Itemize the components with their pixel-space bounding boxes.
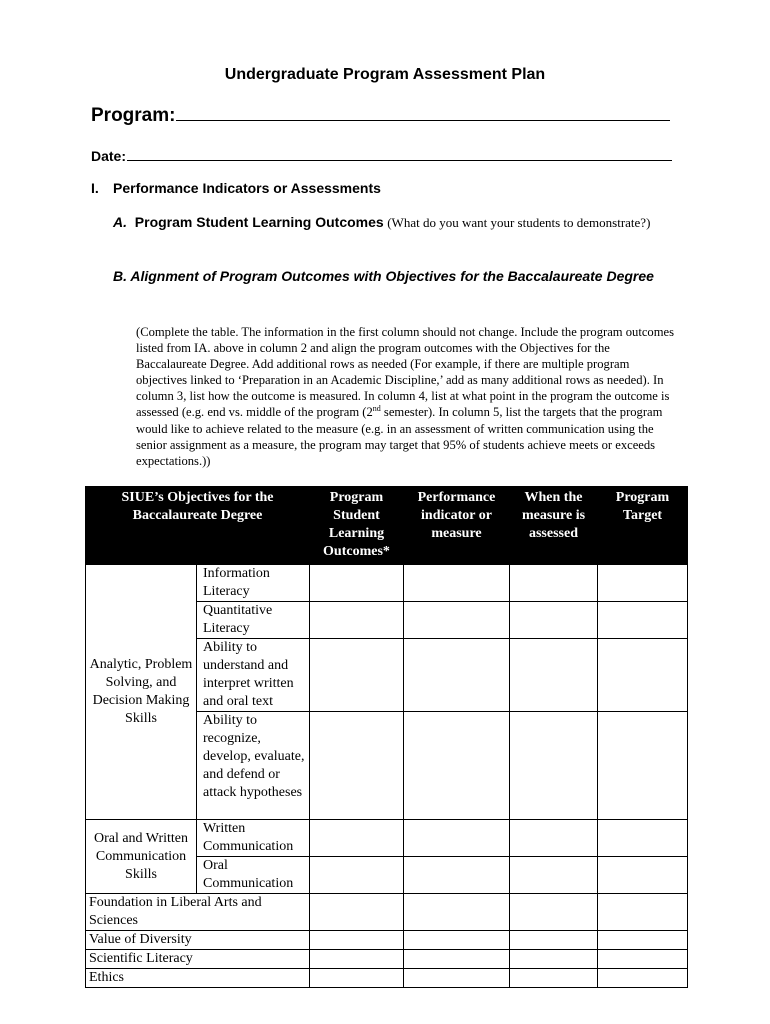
cell-outcomes[interactable] [310, 950, 404, 969]
header-indicator: Performance indicator or measure [404, 487, 510, 565]
cell-outcomes[interactable] [310, 820, 404, 857]
section-heading [91, 180, 381, 196]
cell-when[interactable] [510, 857, 598, 894]
cell-target[interactable] [598, 950, 688, 969]
section-title: Performance Indicators or Assessments [113, 180, 381, 196]
alignment-table [85, 486, 688, 988]
cell-when[interactable] [510, 712, 598, 820]
table-row [86, 820, 688, 857]
subsection-a-title: Program Student Learning Outcomes [134, 214, 384, 230]
cell-target[interactable] [598, 602, 688, 639]
cell-indicator[interactable] [404, 969, 510, 988]
cell-when[interactable] [510, 639, 598, 712]
subsection-a-letter: A. [113, 214, 127, 230]
header-target: Program Target [598, 487, 688, 565]
cell-outcomes[interactable] [310, 602, 404, 639]
header-objectives: SIUE’s Objectives for the Baccalaureate Degree [86, 487, 310, 565]
cell-indicator[interactable] [404, 894, 510, 931]
cell-when[interactable] [510, 931, 598, 950]
instructions-text: (Complete the table. The information in the first column should not change. Include the program outcomes listed from IA. above in column 2 and align the program outcomes with the Objectives for the Baccalaureate Degree. Add additional rows as needed (For example, if there are multiple program objectives linked to ‘Preparation in an Academic Discipline,’ add as many additional rows as needed). In column 3, list how the outcome is measured. In column 4, list at what point in the program the outcome is assessed (e.g. end vs. middle of the program (2 [136, 325, 675, 420]
cell-target[interactable] [598, 931, 688, 950]
objective-oral-communication: Oral Communication [197, 857, 310, 894]
objective-scientific-literacy: Scientific Literacy [86, 950, 310, 969]
cell-target[interactable] [598, 969, 688, 988]
objective-ethics: Ethics [86, 969, 310, 988]
date-field [91, 147, 672, 164]
header-outcomes: Program Student Learning Outcomes* [310, 487, 404, 565]
objective-information-literacy: Information Literacy [197, 565, 310, 602]
cell-outcomes[interactable] [310, 931, 404, 950]
cell-target[interactable] [598, 857, 688, 894]
objective-liberal-arts: Foundation in Liberal Arts and Sciences [86, 894, 310, 931]
cell-when[interactable] [510, 969, 598, 988]
subsection-a-heading [113, 214, 650, 232]
table-row [86, 969, 688, 988]
cell-indicator[interactable] [404, 602, 510, 639]
cell-when[interactable] [510, 950, 598, 969]
program-label: Program: [91, 105, 176, 126]
cell-indicator[interactable] [404, 712, 510, 820]
cell-outcomes[interactable] [310, 894, 404, 931]
date-blank-line[interactable] [127, 147, 672, 161]
cell-when[interactable] [510, 820, 598, 857]
program-blank-line[interactable] [176, 102, 670, 121]
category-communication: Oral and Written Communication Skills [86, 820, 197, 894]
objective-value-of-diversity: Value of Diversity [86, 931, 310, 950]
instructions-superscript: nd [372, 404, 381, 414]
instructions-paragraph [136, 324, 681, 469]
cell-target[interactable] [598, 820, 688, 857]
section-number: I. [91, 180, 99, 196]
table-row [86, 894, 688, 931]
cell-target[interactable] [598, 639, 688, 712]
cell-outcomes[interactable] [310, 565, 404, 602]
table-header-row [86, 487, 688, 565]
objective-written-communication: Written Communication [197, 820, 310, 857]
cell-when[interactable] [510, 894, 598, 931]
objective-hypotheses: Ability to recognize, develop, evaluate, and defend or attack hypotheses [197, 712, 310, 820]
cell-when[interactable] [510, 565, 598, 602]
table-row [86, 931, 688, 950]
cell-when[interactable] [510, 602, 598, 639]
date-label: Date: [91, 148, 127, 164]
cell-indicator[interactable] [404, 931, 510, 950]
header-when: When the measure is assessed [510, 487, 598, 565]
page-title: Undergraduate Program Assessment Plan [224, 66, 546, 83]
objective-understand-interpret-text: Ability to understand and interpret written and oral text [197, 639, 310, 712]
table-row [86, 950, 688, 969]
table-row [86, 565, 688, 602]
cell-outcomes[interactable] [310, 969, 404, 988]
cell-outcomes[interactable] [310, 639, 404, 712]
category-analytic: Analytic, Problem Solving, and Decision Making Skills [86, 565, 197, 820]
cell-indicator[interactable] [404, 639, 510, 712]
cell-target[interactable] [598, 894, 688, 931]
cell-indicator[interactable] [404, 565, 510, 602]
cell-outcomes[interactable] [310, 857, 404, 894]
cell-indicator[interactable] [404, 857, 510, 894]
instructions-text-continued: semester). In column 5, list the targets that the program would like to achieve related to the measure (e.g. in an assessment of written communication using the senior assignment as a measure, the program may target that 95% of students achieve meets or exceeds expectations.)) [136, 405, 663, 468]
cell-indicator[interactable] [404, 820, 510, 857]
cell-target[interactable] [598, 712, 688, 820]
subsection-a-question: (What do you want your students to demonstrate?) [387, 215, 651, 230]
program-field [91, 102, 670, 127]
cell-outcomes[interactable] [310, 712, 404, 820]
objective-quantitative-literacy: Quantitative Literacy [197, 602, 310, 639]
cell-target[interactable] [598, 565, 688, 602]
subsection-b-heading: B. Alignment of Program Outcomes with Objectives for the Baccalaureate Degree [113, 268, 654, 284]
cell-indicator[interactable] [404, 950, 510, 969]
